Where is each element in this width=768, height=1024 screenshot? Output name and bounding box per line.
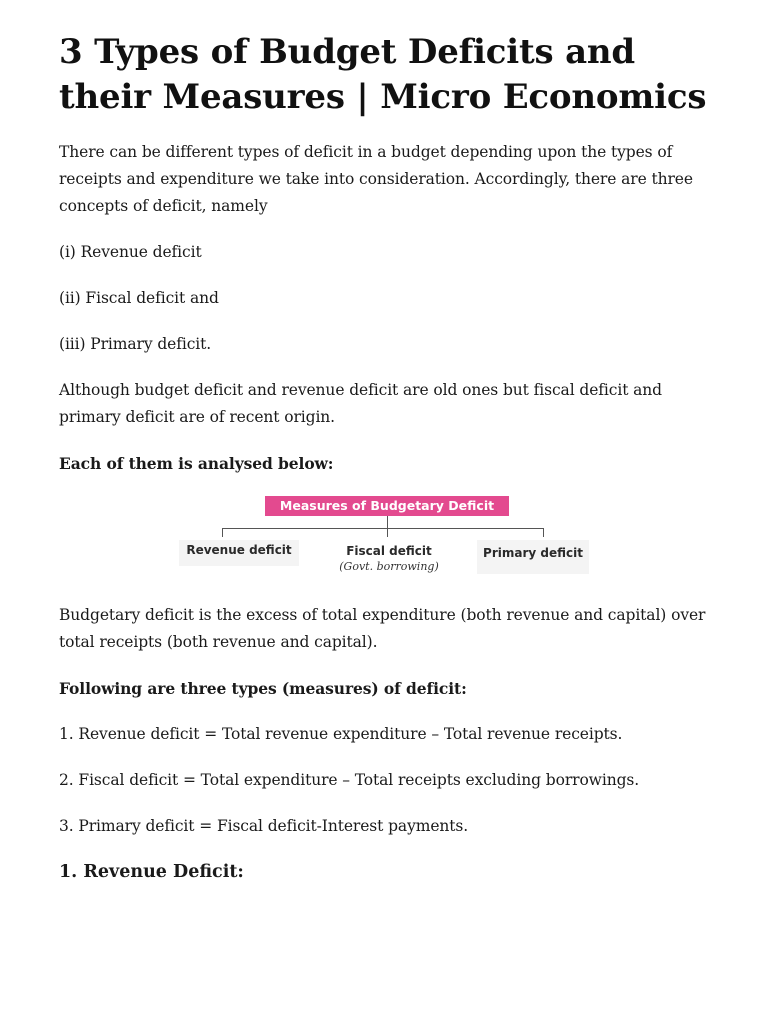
list-item-revenue-deficit: (i) Revenue deficit — [59, 243, 202, 261]
diagram-root-connector — [387, 516, 388, 528]
diagram-branch-line — [222, 528, 543, 529]
definition-paragraph: Budgetary deficit is the excess of total expenditure (both revenue and capital) over total receipts (both revenue and capital). — [59, 606, 706, 651]
page-title: 3 Types of Budget Deficits and their Measures | Micro Economics — [59, 32, 707, 117]
section-heading-revenue-deficit: 1. Revenue Deficit: — [59, 862, 244, 882]
origin-paragraph: Although budget deficit and revenue deficit are old ones but fiscal deficit and primary deficit are of recent origin. — [59, 381, 663, 426]
deficit-measures-diagram — [59, 496, 719, 586]
diagram-middle-connector — [387, 528, 388, 537]
list-item-primary-deficit: (iii) Primary deficit. — [59, 335, 212, 353]
types-heading: Following are three types (measures) of deficit: — [59, 679, 467, 698]
formula-primary-deficit: 3. Primary deficit = Fiscal deficit-Interest payments. — [59, 817, 469, 835]
diagram-left-connector — [222, 528, 223, 537]
formula-revenue-deficit: 1. Revenue deficit = Total revenue expenditure – Total revenue receipts. — [59, 725, 623, 743]
list-item-fiscal-deficit: (ii) Fiscal deficit and — [59, 289, 219, 307]
diagram-node-fiscal-deficit: Fiscal deficit — [346, 544, 432, 558]
diagram-node-primary-deficit: Primary deficit — [477, 540, 589, 574]
formula-fiscal-deficit: 2. Fiscal deficit = Total expenditure – Total receipts excluding borrowings. — [59, 771, 640, 789]
article — [59, 30, 719, 886]
intro-paragraph: There can be different types of deficit in a budget depending upon the types of receipts and expenditure we take into consideration. Accordingly, there are three concepts of deficit, namely — [59, 143, 693, 215]
analysed-heading: Each of them is analysed below: — [59, 454, 334, 473]
diagram-root-box: Measures of Budgetary Deficit — [265, 496, 509, 516]
diagram-right-connector — [543, 528, 544, 537]
diagram-node-revenue-deficit: Revenue deficit — [179, 540, 299, 566]
diagram-node-fiscal-sub: (Govt. borrowing) — [339, 560, 439, 573]
